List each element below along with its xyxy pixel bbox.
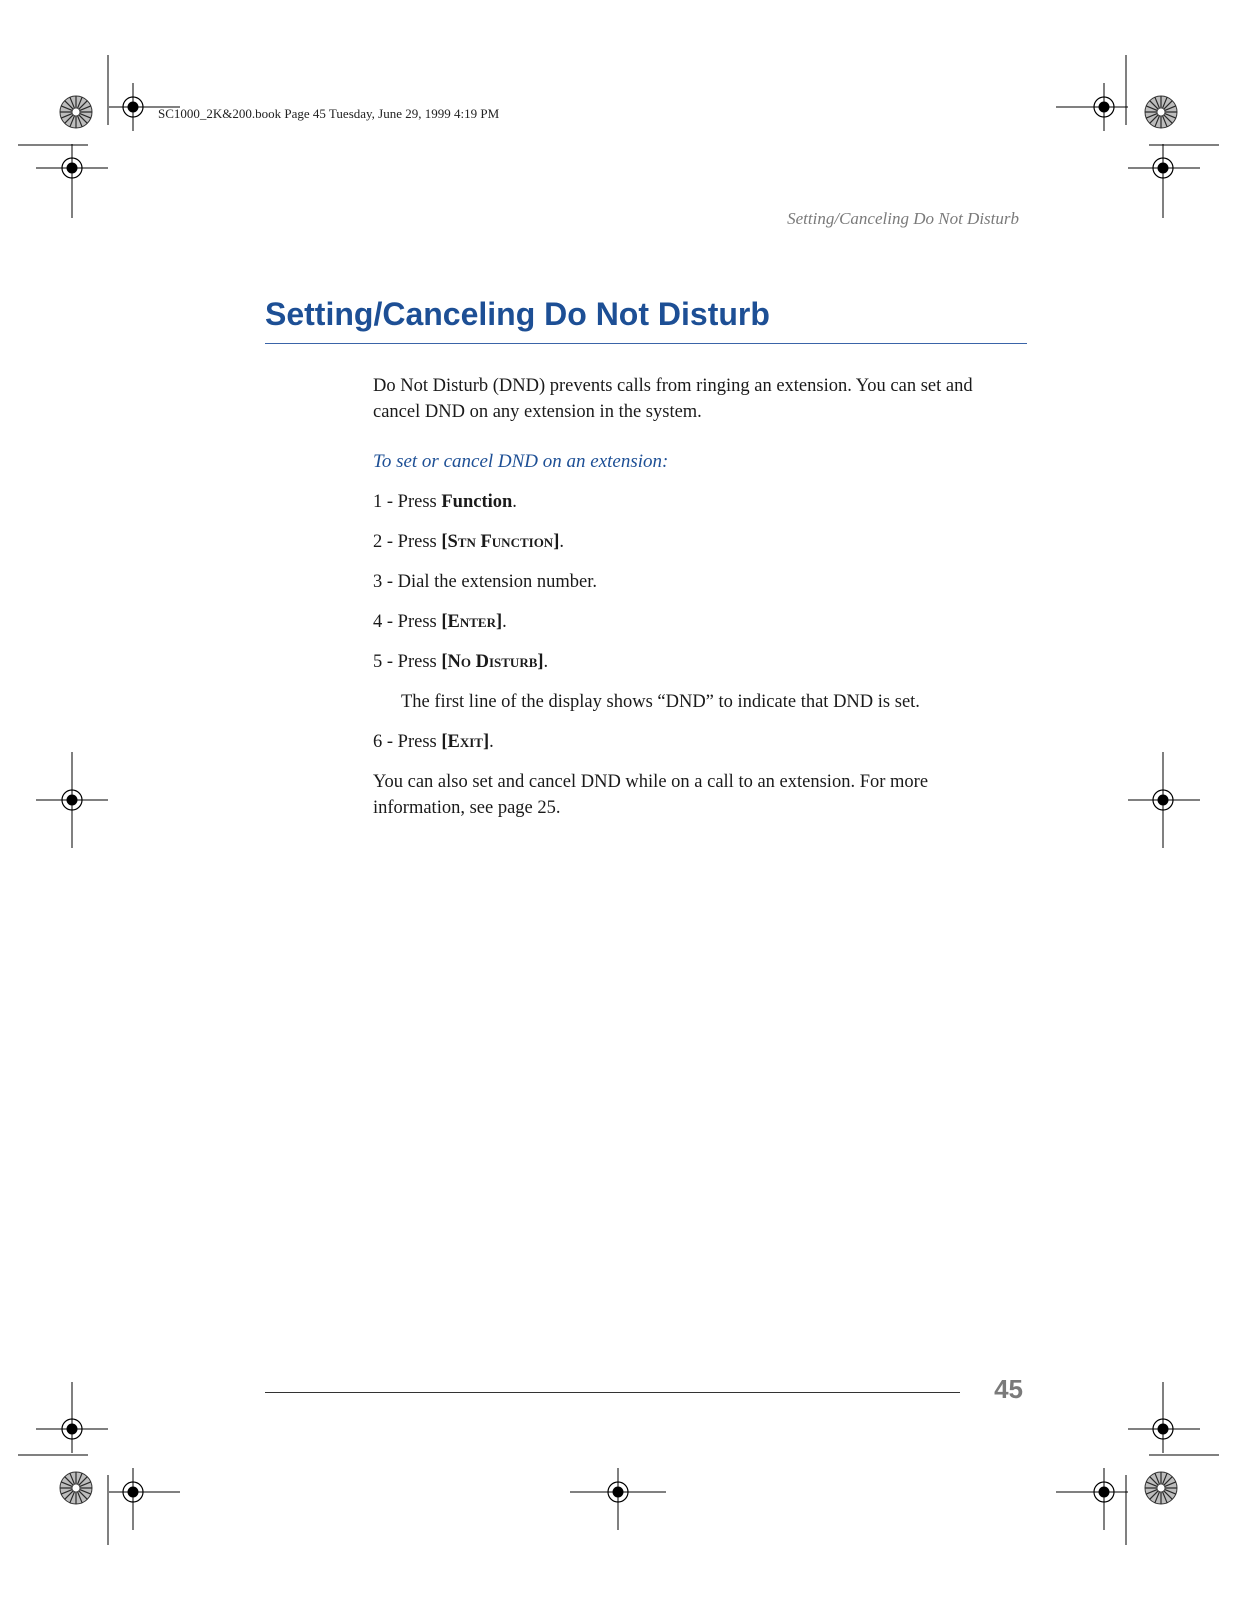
intro-line-2: cancel DND on any extension in the system. — [373, 402, 702, 422]
step-text: Press — [397, 492, 442, 512]
closing-line-2: information, see page 25. — [373, 798, 561, 818]
function-key-label: Function — [441, 492, 513, 512]
main-content — [373, 373, 1033, 821]
step-number: 2 - — [373, 532, 398, 552]
footer-rule — [265, 1392, 960, 1393]
step-number: 3 - — [373, 572, 398, 592]
step-number: 1 - — [373, 492, 398, 512]
step-number: 4 - — [373, 612, 398, 632]
step-6: 6 - Press [Exit]. — [373, 732, 494, 752]
step-text: Press — [397, 652, 442, 672]
step-1: 1 - Press Function. — [373, 492, 517, 512]
step-text: Press — [397, 532, 442, 552]
page-title: Setting/Canceling Do Not Disturb — [265, 296, 770, 332]
closing-paragraph — [373, 769, 1033, 821]
step-3 — [373, 569, 1033, 595]
step-text: Press — [397, 732, 442, 752]
enter-key-label: [Enter] — [441, 612, 503, 632]
exit-key-label: [Exit] — [441, 732, 490, 752]
step-text: Dial the extension number. — [397, 572, 598, 592]
intro-paragraph — [373, 373, 1033, 425]
page-number: 45 — [994, 1374, 1023, 1404]
step-5: 5 - Press [No Disturb]. — [373, 652, 549, 672]
step-text: Press — [397, 612, 442, 632]
procedure-heading: To set or cancel DND on an extension: — [373, 451, 669, 472]
step-5-note: The first line of the display shows “DND” to indicate that DND is set. — [401, 692, 920, 712]
intro-line-1: Do Not Disturb (DND) prevents calls from ringing an extension. You can set and — [373, 376, 973, 396]
running-head: Setting/Canceling Do Not Disturb — [787, 209, 1019, 228]
stn-function-key-label: [Stn Function] — [441, 532, 560, 552]
step-4: 4 - Press [Enter]. — [373, 612, 507, 632]
step-number: 5 - — [373, 652, 398, 672]
closing-line-1: You can also set and cancel DND while on a call to an extension. For more — [373, 772, 929, 792]
title-rule — [265, 343, 1027, 344]
step-2: 2 - Press [Stn Function]. — [373, 532, 564, 552]
no-disturb-key-label: [No Disturb] — [441, 652, 544, 672]
print-slug-line: SC1000_2K&200.book Page 45 Tuesday, June 29, 1999 4:19 PM — [158, 106, 500, 121]
step-number: 6 - — [373, 732, 398, 752]
